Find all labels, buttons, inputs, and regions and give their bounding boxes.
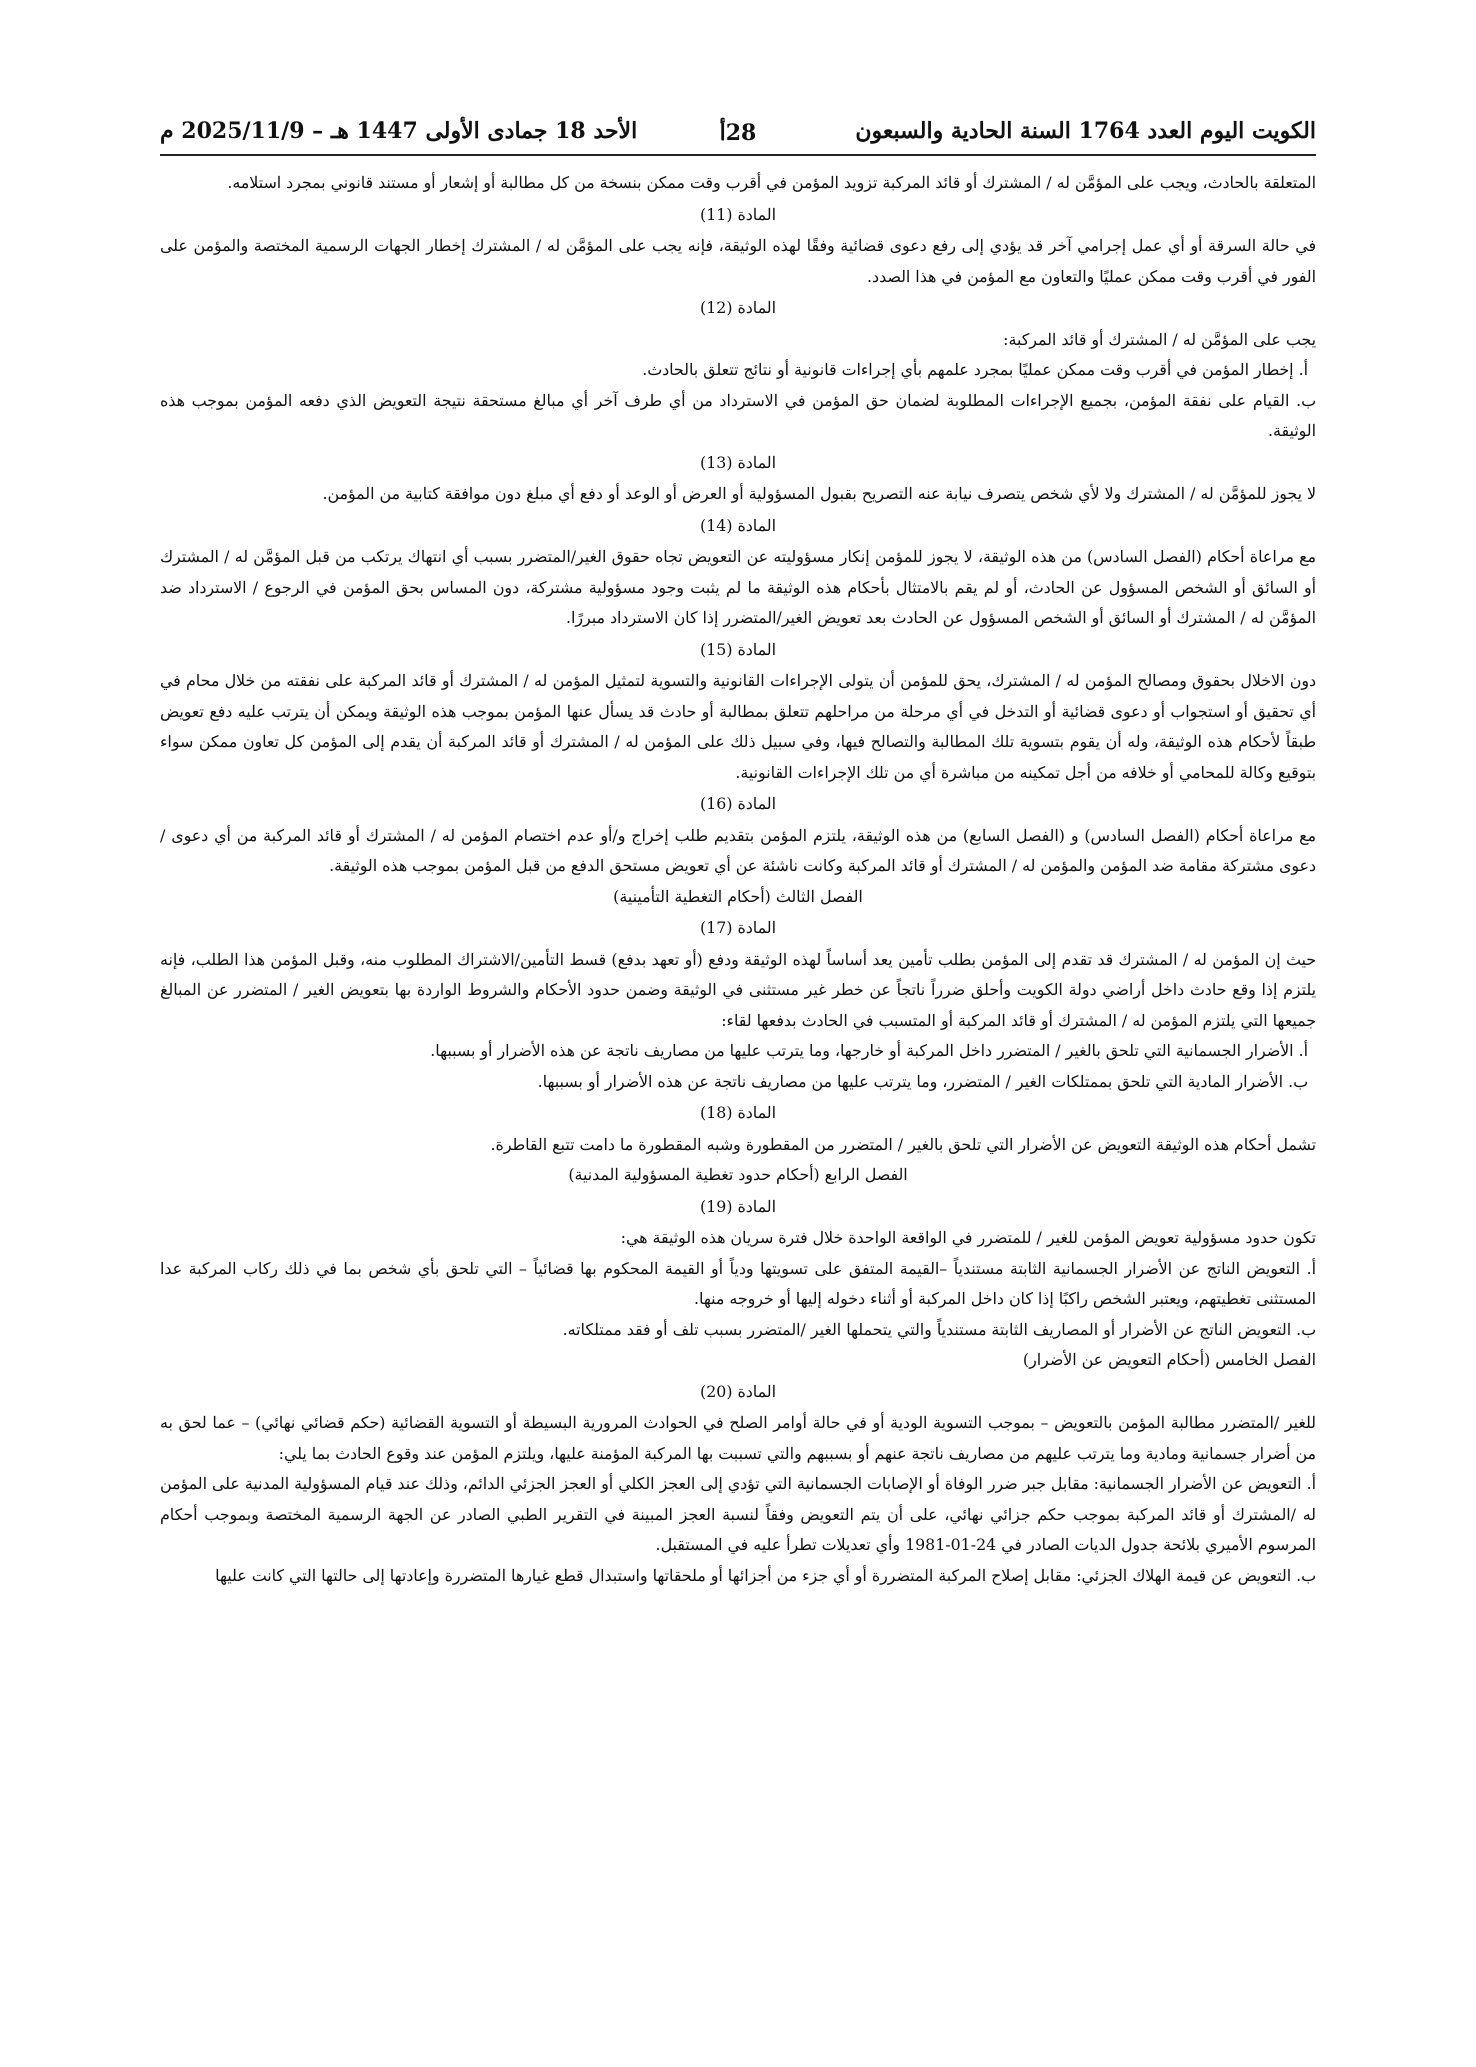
paragraph: لا يجوز للمؤمَّن له / المشترك ولا لأي شخص يتصرف نيابة عنه التصريح بقبول المسؤولية أو العرض أو الوعد أو دفع أي مبلغ دون موافقة كتابية من المؤمن. <box>322 484 1316 503</box>
article-heading: المادة (17) <box>700 918 776 937</box>
paragraph: تشمل أحكام هذه الوثيقة التعويض عن الأضرار التي تلحق بالغير / المتضرر من المقطورة وشبه المقطورة ما دامت تتبع القاطرة. <box>490 1134 1316 1154</box>
paragraph: مع مراعاة أحكام (الفصل السادس) و (الفصل السابع) من هذه الوثيقة، يلتزم المؤمن بتقديم طلب إخراج و/أو عدم اختصام المؤمن له / المشترك أو قائد المركبة من أي دعوى / دعوى مشتركة مقامة ضد المؤمن والمؤمن له / المشترك أو قائد المركبة وكانت ناشئة عن أي تعويض مستحق الدفع من قبل المؤمن بموجب هذه الوثيقة. <box>160 825 1316 875</box>
paragraph: للغير /المتضرر مطالبة المؤمن بالتعويض – بموجب التسوية الودية أو في حالة أوامر الصلح في الحوادث المرورية البسيطة أو التسوية القضائية (حكم قضائي نهائي) – عما لحق به من أضرار جسمانية ومادية وما يترتب عليهم من مصاريف ناتجة عنهم أو بسببهم والتي تسببت بها المركبة المؤمنة عليها، ويلتزم المؤمن عند وقوع الحادث بما يلي: <box>160 1413 1316 1463</box>
article-heading: المادة (13) <box>700 452 776 472</box>
article-heading: المادة (12) <box>700 298 776 317</box>
chapter-heading: الفصل الرابع (أحكام حدود تغطية المسؤولية المدنية) <box>568 1165 908 1184</box>
document-body <box>160 168 1316 1591</box>
paragraph: المتعلقة بالحادث، ويجب على المؤمَّن له / المشترك أو قائد المركبة تزويد المؤمن في أقرب وقت ممكن بنسخة من كل مطالبة أو إشعار أو مستند قانوني بمجرد استلامه. <box>227 173 1316 192</box>
article-heading: المادة (15) <box>700 639 776 659</box>
list-item: أ. إخطار المؤمن في أقرب وقت ممكن عمليًا بمجرد علمهم بأي إجراءات قانونية أو نتائج تتعلق بالحادث. <box>642 360 1308 379</box>
paragraph: حيث إن المؤمن له / المشترك قد تقدم إلى المؤمن بطلب تأمين يعد أساساً لهذه الوثيقة ودفع (أو تعهد بدفع) قسط التأمين/الاشتراك المطلوب منه، وقبل المؤمن هذا الطلب، فإنه يلتزم إذا وقع حادث داخل أراضي دولة الكويت وأحلق ضرراً ناتجاً عن خطر غير مستثنى في الوثيقة وضمن حدود الأحكام والشروط الواردة بها بتعويض الغير / المتضرر عن المبالغ جميعها التي يلتزم المؤمن له / المشترك أو قائد المركبة أو المتسبب في الحادث بدفعها لقاء: <box>160 949 1316 1030</box>
article-heading: المادة (18) <box>700 1103 776 1122</box>
paragraph: تكون حدود مسؤولية تعويض المؤمن للغير / للمتضرر في الواقعة الواحدة خلال فترة سريان هذه الوثيقة هي: <box>620 1228 1316 1247</box>
paragraph: ب. التعويض الناتج عن الأضرار أو المصاريف الثابتة مستندياً والتي يتحملها الغير /المتضرر بسبب تلف أو فقد ممتلكاته. <box>562 1319 1316 1339</box>
header-date: الأحد 18 جمادى الأولى 1447 هـ – 2025/11/9 م <box>160 118 638 144</box>
paragraph: ب. التعويض عن قيمة الهلاك الجزئي: مقابل إصلاح المركبة المتضررة أو أي جزء من أجزائها أو ملحقاتها واستبدال قطع غيارها المتضررة وإعادتها إلى حالتها التي كانت عليها <box>215 1565 1316 1585</box>
paragraph: أ. التعويض الناتج عن الأضرار الجسمانية الثابتة مستندياً –القيمة المتفق على تسويتها ودياً أو القيمة المحكوم بها قضائياً – التي تلحق بأي شخص بما في ذلك ركاب المركبة عدا المستثنى تغطيتهم، ويعتبر الشخص راكبًا إذا كان داخل المركبة أو أثناء دخوله إليها أو خروجه منها. <box>160 1258 1316 1308</box>
article-heading: المادة (19) <box>700 1196 776 1216</box>
list-item: ب. الأضرار المادية التي تلحق بممتلكات الغير / المتضرر، وما يترتب عليها من مصاريف ناتجة عن هذه الأضرار أو بسببها. <box>537 1071 1308 1091</box>
article-heading: المادة (16) <box>700 794 776 813</box>
page-header <box>160 118 1316 156</box>
paragraph: الفصل الخامس (أحكام التعويض عن الأضرار) <box>1022 1350 1316 1369</box>
header-issue: الكويت اليوم العدد 1764 السنة الحادية والسبعون <box>855 118 1316 144</box>
article-heading: المادة (14) <box>700 515 776 535</box>
paragraph: يجب على المؤمَّن له / المشترك أو قائد المركبة: <box>1003 329 1316 349</box>
article-heading: المادة (11) <box>700 204 776 224</box>
article-heading: المادة (20) <box>700 1381 776 1401</box>
page-number: 28أ <box>719 120 757 146</box>
list-item: أ. الأضرار الجسمانية التي تلحق بالغير / المتضرر داخل المركبة أو خارجها، وما يترتب عليها من مصاريف ناتجة عن هذه الأضرار أو بسببها. <box>430 1041 1308 1060</box>
paragraph: في حالة السرقة أو أي عمل إجرامي آخر قد يؤدي إلى رفع دعوى قضائية وفقًا لهذه الوثيقة، فإنه يجب على المؤمَّن له / المشترك إخطار الجهات الرسمية المختصة والمؤمن على الفور في أقرب وقت ممكن عمليًا والتعاون مع المؤمن في هذا الصدد. <box>160 236 1316 286</box>
chapter-heading: الفصل الثالث (أحكام التغطية التأمينية) <box>613 886 863 906</box>
paragraph: دون الاخلال بحقوق ومصالح المؤمن له / المشترك، يحق للمؤمن أن يتولى الإجراءات القانونية والتسوية لتمثيل المؤمن له / المشترك أو قائد المركبة على نفقته من خلال محام في أي تحقيق أو استجواب أو دعوى قضائية أو التدخل في أي مرحلة من مراحلهم تتعلق بمطالبة أو حادث قد يسأل عنها المؤمن بموجب هذه الوثيقة ويمكن أن يترتب عليه دفع تعويض طبقاً لأحكام هذه الوثيقة، وله أن يقوم بتسوية تلك المطالبة والتصالح فيها، وفي سبيل ذلك على المؤمن له / المشترك أو قائد المركبة أن يقدم إلى المؤمن كل تعاون ممكن سواء بتوقيع وكالة للمحامي أو خلافه من أجل تمكينه من مباشرة أي من تلك الإجراءات القانونية. <box>160 671 1316 782</box>
paragraph: مع مراعاة أحكام (الفصل السادس) من هذه الوثيقة، لا يجوز للمؤمن إنكار مسؤوليته عن التعويض تجاه حقوق الغير/المتضرر بسبب أي انتهاك يرتكب من قبل المؤمَّن له / المشترك أو السائق أو الشخص المسؤول عن الحادث، أو لم يقم بالامتثال بأحكام هذه الوثيقة ما لم يثبت وجود مسؤولية مشتركة، دون المساس بحق المؤمن في الرجوع / الاسترداد ضد المؤمَّن له / المشترك أو السائق أو الشخص المسؤول عن الحادث بعد تعويض الغير/المتضرر إذا كان الاسترداد مبررًا. <box>160 547 1316 627</box>
paragraph: أ. التعويض عن الأضرار الجسمانية: مقابل جبر ضرر الوفاة أو الإصابات الجسمانية التي تؤدي إلى العجز الكلي أو العجز الجزئي الدائم، وذلك عند قيام المسؤولية المدنية على المؤمن له /المشترك أو قائد المركبة بموجب حكم جزائي نهائي، على أن يتم التعويض وفقاً لنسبة العجز المبينة في التقرير الطبي الصادر عن الجهة الرسمية المختصة وبموجب أحكام المرسوم الأميري بلائحة جدول الديات الصادر في 24-01-1981 وأي تعديلات تطرأ عليه في المستقبل. <box>160 1474 1317 1554</box>
paragraph: ب. القيام على نفقة المؤمن، بجميع الإجراءات المطلوبة لضمان حق المؤمن في الاسترداد من أي طرف آخر أي مبالغ مستحقة نتيجة التعويض الذي دفعه المؤمن بموجب هذه الوثيقة. <box>160 390 1316 440</box>
